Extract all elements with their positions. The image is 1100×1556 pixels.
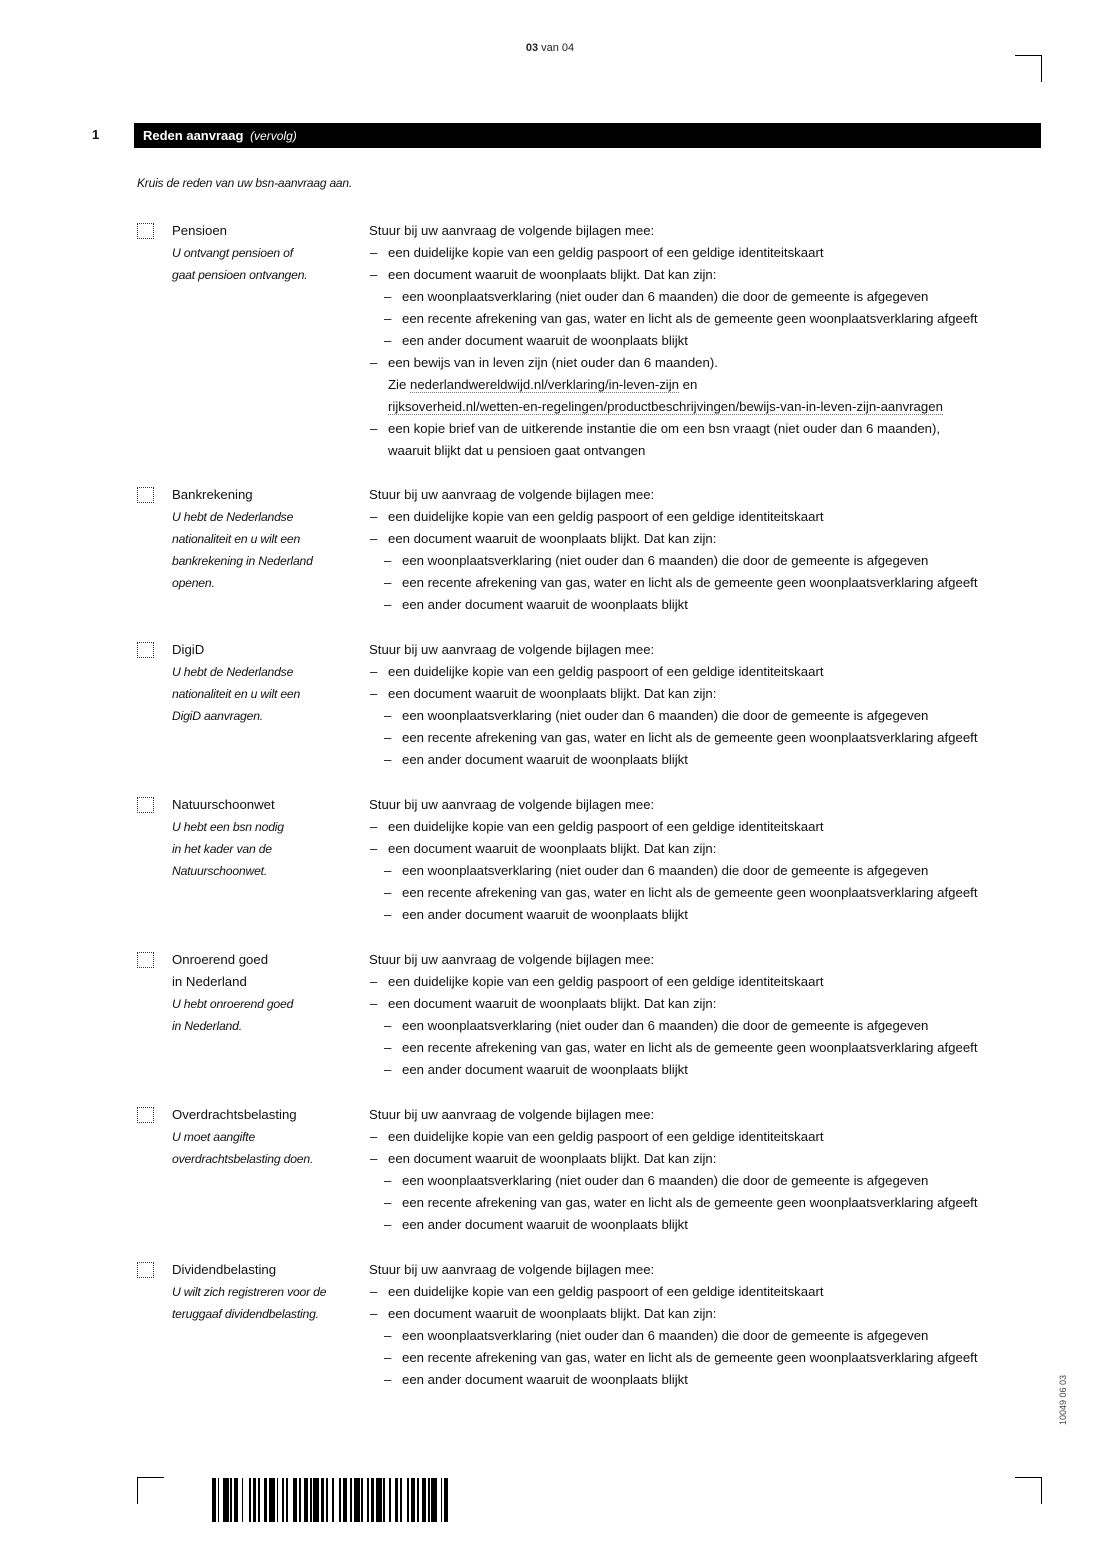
sub-bullet-item: – een ander document waaruit de woonplaats blijkt — [369, 330, 1039, 352]
reason-description: U ontvangt pensioen of — [172, 246, 293, 260]
sub-bullet-item: – een ander document waaruit de woonplaats blijkt — [369, 749, 1039, 771]
reason-checkbox[interactable] — [137, 642, 154, 658]
attachments-intro: Stuur bij uw aanvraag de volgende bijlagen mee: — [369, 952, 655, 967]
reason-description: openen. — [172, 576, 215, 590]
bullet-item: – een duidelijke kopie van een geldig paspoort of een geldige identiteitskaart — [369, 242, 1039, 264]
reason-checkbox[interactable] — [137, 1107, 154, 1123]
sub-bullet-item: – een woonplaatsverklaring (niet ouder dan 6 maanden) die door de gemeente is afgegeven — [369, 705, 1039, 727]
attachments-intro: Stuur bij uw aanvraag de volgende bijlagen mee: — [369, 1262, 655, 1277]
reason-name: Pensioen — [172, 223, 227, 238]
reason-description: U hebt onroerend goed — [172, 997, 294, 1011]
section-title: Reden aanvraag — [143, 128, 244, 143]
required-attachments — [369, 484, 1039, 616]
sub-bullet-item: – een woonplaatsverklaring (niet ouder dan 6 maanden) die door de gemeente is afgegeven — [369, 860, 1039, 882]
attachments-intro: Stuur bij uw aanvraag de volgende bijlagen mee: — [369, 642, 655, 657]
attachment-line — [369, 396, 1039, 418]
reason-description: teruggaaf dividendbelasting. — [172, 1307, 319, 1321]
sub-bullet-item: – een recente afrekening van gas, water en licht als de gemeente geen woonplaatsverklaring afgeeft — [369, 1037, 1039, 1059]
reason-label — [172, 1104, 362, 1170]
crop-mark-top-right — [1015, 55, 1042, 82]
reason-description: nationaliteit en u wilt een — [172, 687, 301, 701]
reason-description: in Nederland. — [172, 1019, 242, 1033]
required-attachments — [369, 1259, 1039, 1391]
bullet-item: – een duidelijke kopie van een geldig paspoort of een geldige identiteitskaart — [369, 1126, 1039, 1148]
bullet-item: – een kopie brief van de uitkerende instantie die om een bsn vraagt (niet ouder dan 6 maanden), — [369, 418, 1039, 440]
reference-link[interactable]: nederlandwereldwijd.nl/verklaring/in-leven-zijn — [409, 377, 679, 392]
bullet-item: – een document waaruit de woonplaats blijkt. Dat kan zijn: — [369, 993, 1039, 1015]
sub-bullet-item: – een woonplaatsverklaring (niet ouder dan 6 maanden) die door de gemeente is afgegeven — [369, 286, 1039, 308]
reason-checkbox[interactable] — [137, 487, 154, 503]
required-attachments — [369, 1104, 1039, 1236]
bullet-item: – een duidelijke kopie van een geldig paspoort of een geldige identiteitskaart — [369, 816, 1039, 838]
bullet-item: – een document waaruit de woonplaats blijkt. Dat kan zijn: — [369, 683, 1039, 705]
attachments-intro: Stuur bij uw aanvraag de volgende bijlagen mee: — [369, 1107, 655, 1122]
section-subtitle: (vervolg) — [250, 129, 297, 143]
required-attachments — [369, 639, 1039, 771]
instruction-text: Kruis de reden van uw bsn-aanvraag aan. — [137, 176, 353, 190]
reason-label — [172, 639, 362, 727]
sub-bullet-item: – een recente afrekening van gas, water en licht als de gemeente geen woonplaatsverklaring afgeeft — [369, 882, 1039, 904]
sub-bullet-item: – een woonplaatsverklaring (niet ouder dan 6 maanden) die door de gemeente is afgegeven — [369, 550, 1039, 572]
reason-name: DigiD — [172, 642, 205, 657]
reason-label — [172, 220, 362, 286]
reason-name: in Nederland — [172, 974, 247, 989]
reason-label — [172, 1259, 362, 1325]
reference-link[interactable]: rijksoverheid.nl/wetten-en-regelingen/productbeschrijvingen/bewijs-van-in-leven-zijn-aanvragen — [388, 399, 943, 414]
reason-description: gaat pensioen ontvangen. — [172, 268, 308, 282]
reason-description: DigiD aanvragen. — [172, 709, 263, 723]
bullet-item: – een duidelijke kopie van een geldig paspoort of een geldige identiteitskaart — [369, 971, 1039, 993]
bullet-item: – een duidelijke kopie van een geldig paspoort of een geldige identiteitskaart — [369, 661, 1039, 683]
sub-bullet-item: – een ander document waaruit de woonplaats blijkt — [369, 594, 1039, 616]
reason-checkbox[interactable] — [137, 223, 154, 239]
reason-description: overdrachtsbelasting doen. — [172, 1152, 314, 1166]
sub-bullet-item: – een ander document waaruit de woonplaats blijkt — [369, 904, 1039, 926]
reason-name: Natuurschoonwet — [172, 797, 275, 812]
page-number-current: 03 — [525, 42, 539, 54]
reason-label — [172, 949, 362, 1037]
sub-bullet-item: – een recente afrekening van gas, water en licht als de gemeente geen woonplaatsverklaring afgeeft — [369, 1347, 1039, 1369]
link-suffix: en — [679, 377, 698, 392]
sub-bullet-item: – een ander document waaruit de woonplaats blijkt — [369, 1059, 1039, 1081]
bullet-item: – een document waaruit de woonplaats blijkt. Dat kan zijn: — [369, 1303, 1039, 1325]
required-attachments — [369, 220, 1039, 462]
reason-checkbox[interactable] — [137, 797, 154, 813]
page-number — [0, 42, 1100, 54]
sub-bullet-item: – een recente afrekening van gas, water en licht als de gemeente geen woonplaatsverklaring afgeeft — [369, 1192, 1039, 1214]
bullet-item: waaruit blijkt dat u pensioen gaat ontvangen — [388, 443, 646, 458]
page-number-total: van 04 — [541, 42, 575, 54]
bullet-item: – een document waaruit de woonplaats blijkt. Dat kan zijn: — [369, 838, 1039, 860]
reason-description: U moet aangifte — [172, 1130, 256, 1144]
document-code: 10049 06 03 — [1058, 1374, 1068, 1425]
reason-description: Natuurschoonwet. — [172, 864, 268, 878]
sub-bullet-item: – een woonplaatsverklaring (niet ouder dan 6 maanden) die door de gemeente is afgegeven — [369, 1170, 1039, 1192]
crop-mark-bottom-right — [1015, 1477, 1042, 1504]
reason-checkbox[interactable] — [137, 952, 154, 968]
sub-bullet-item: – een recente afrekening van gas, water en licht als de gemeente geen woonplaatsverklaring afgeeft — [369, 572, 1039, 594]
reason-description: U hebt een bsn nodig — [172, 820, 284, 834]
required-attachments — [369, 949, 1039, 1081]
sub-bullet-item: – een ander document waaruit de woonplaats blijkt — [369, 1214, 1039, 1236]
reason-checkbox[interactable] — [137, 1262, 154, 1278]
reason-description: U hebt de Nederlandse — [172, 665, 294, 679]
attachments-intro: Stuur bij uw aanvraag de volgende bijlagen mee: — [369, 797, 655, 812]
reason-description: U hebt de Nederlandse — [172, 510, 294, 524]
bullet-item: – een bewijs van in leven zijn (niet ouder dan 6 maanden). — [369, 352, 1039, 374]
reason-description: in het kader van de — [172, 842, 272, 856]
sub-bullet-item: – een recente afrekening van gas, water en licht als de gemeente geen woonplaatsverklaring afgeeft — [369, 308, 1039, 330]
bullet-item: – een duidelijke kopie van een geldig paspoort of een geldige identiteitskaart — [369, 506, 1039, 528]
reason-description: U wilt zich registreren voor de — [172, 1285, 327, 1299]
reason-label — [172, 484, 362, 594]
sub-bullet-item: – een woonplaatsverklaring (niet ouder dan 6 maanden) die door de gemeente is afgegeven — [369, 1325, 1039, 1347]
section-number: 1 — [92, 127, 100, 142]
sub-bullet-item: – een woonplaatsverklaring (niet ouder dan 6 maanden) die door de gemeente is afgegeven — [369, 1015, 1039, 1037]
sub-bullet-item: – een ander document waaruit de woonplaats blijkt — [369, 1369, 1039, 1391]
bullet-item: – een document waaruit de woonplaats blijkt. Dat kan zijn: — [369, 264, 1039, 286]
crop-mark-bottom-left — [137, 1477, 164, 1504]
bullet-item: – een document waaruit de woonplaats blijkt. Dat kan zijn: — [369, 528, 1039, 550]
attachments-intro: Stuur bij uw aanvraag de volgende bijlagen mee: — [369, 223, 655, 238]
reason-name: Onroerend goed — [172, 952, 269, 967]
reason-description: bankrekening in Nederland — [172, 554, 313, 568]
attachment-line — [369, 374, 1039, 396]
link-prefix: Zie — [388, 377, 410, 392]
bullet-item: – een document waaruit de woonplaats blijkt. Dat kan zijn: — [369, 1148, 1039, 1170]
required-attachments — [369, 794, 1039, 926]
reason-name: Dividendbelasting — [172, 1262, 277, 1277]
reason-label — [172, 794, 362, 882]
attachments-intro: Stuur bij uw aanvraag de volgende bijlagen mee: — [369, 487, 655, 502]
section-header — [134, 123, 1041, 148]
barcode-icon — [212, 1478, 450, 1522]
reason-name: Overdrachtsbelasting — [172, 1107, 297, 1122]
reason-description: nationaliteit en u wilt een — [172, 532, 301, 546]
reason-name: Bankrekening — [172, 487, 253, 502]
sub-bullet-item: – een recente afrekening van gas, water en licht als de gemeente geen woonplaatsverklaring afgeeft — [369, 727, 1039, 749]
bullet-item: – een duidelijke kopie van een geldig paspoort of een geldige identiteitskaart — [369, 1281, 1039, 1303]
